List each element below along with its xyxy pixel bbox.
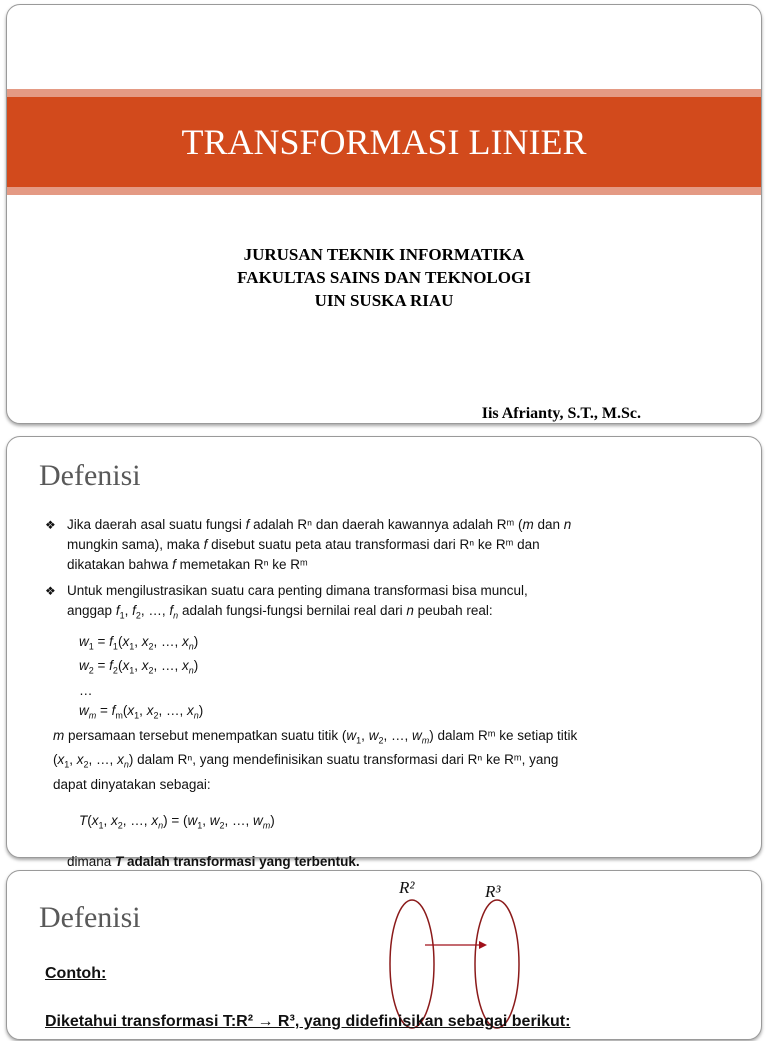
bullet-line: anggap $f_1$, $f_2$, …, $f_n$ adalah fungsi-fungsi bernilai real dari n peubah real: (67, 603, 493, 621)
equation-line: $w_m = f_m(x_1$, $x_2$, …, $x_n$) (79, 703, 204, 721)
domain-ellipse (390, 900, 434, 1028)
definition-body (45, 515, 725, 872)
example-slide (6, 870, 762, 1040)
institution-block (7, 243, 761, 312)
slide-heading: Defenisi (39, 459, 141, 492)
equation-line: $w_1 = f_1(x_1$, $x_2$, …, $x_n$) (79, 633, 199, 652)
r3-label: R³ (485, 882, 501, 901)
bullet-line: dikatakan bahwa f memetakan Rⁿ ke Rᵐ (67, 557, 308, 572)
bullet-item (45, 581, 725, 626)
r2-label: R² (399, 878, 415, 897)
paragraph-line: ($x_1$, $x_2$, …, $x_n$) dalam Rⁿ, yang mendefinisikan suatu transformasi dari Rⁿ ke Rᵐ, yang (53, 752, 559, 771)
conclusion-line: dimana T adalah transformasi yang terbentuk. (67, 853, 360, 869)
slide-title: TRANSFORMASI LINIER (181, 122, 587, 162)
example-statement: Diketahui transformasi T:R² → R³, yang didefinisikan sebagai berikut: (45, 1013, 571, 1030)
institution-line: JURUSAN TEKNIK INFORMATIKA (243, 245, 525, 264)
diamond-bullet-icon: ❖ (45, 518, 56, 532)
title-slide (6, 4, 762, 424)
bullet-line: mungkin sama), maka f disebut suatu peta atau transformasi dari Rⁿ ke Rᵐ dan (67, 537, 540, 552)
equation-ellipsis: … (79, 683, 93, 699)
title-band-top-stripe (7, 89, 761, 97)
equation-line: $w_2 = f_2(x_1$, $x_2$, …, $x_n$) (79, 658, 199, 677)
paragraph-line: dapat dinyatakan sebagai: (53, 777, 211, 793)
title-band-bottom-stripe (7, 187, 761, 195)
institution-line: UIN SUSKA RIAU (314, 291, 454, 310)
institution-line: FAKULTAS SAINS DAN TEKNOLOGI (237, 268, 531, 287)
diamond-bullet-icon: ❖ (45, 584, 56, 598)
codomain-ellipse (475, 900, 519, 1028)
definition-slide (6, 436, 762, 869)
paragraph-line: m persamaan tersebut menempatkan suatu titik ($w_1$, $w_2$, …, $w_m$) dalam Rᵐ ke setiap titik (53, 727, 578, 746)
slide-heading: Defenisi (39, 901, 141, 934)
bullet-item (45, 515, 725, 575)
author-name: Iis Afrianty, S.T., M.Sc. (481, 405, 641, 422)
example-label: Contoh: (45, 965, 107, 982)
bullet-line: Untuk mengilustrasikan suatu cara penting dimana transformasi bisa muncul, (67, 583, 528, 598)
bullet-line: Jika daerah asal suatu fungsi f adalah Rⁿ dan daerah kawannya adalah Rᵐ (m dan n (67, 517, 572, 532)
transformation-equation: $T(x_1$, $x_2$, …, $x_n) = (w_1$, $w_2$, …, $w_m$) (79, 813, 275, 831)
arrow-head-icon (479, 941, 487, 949)
